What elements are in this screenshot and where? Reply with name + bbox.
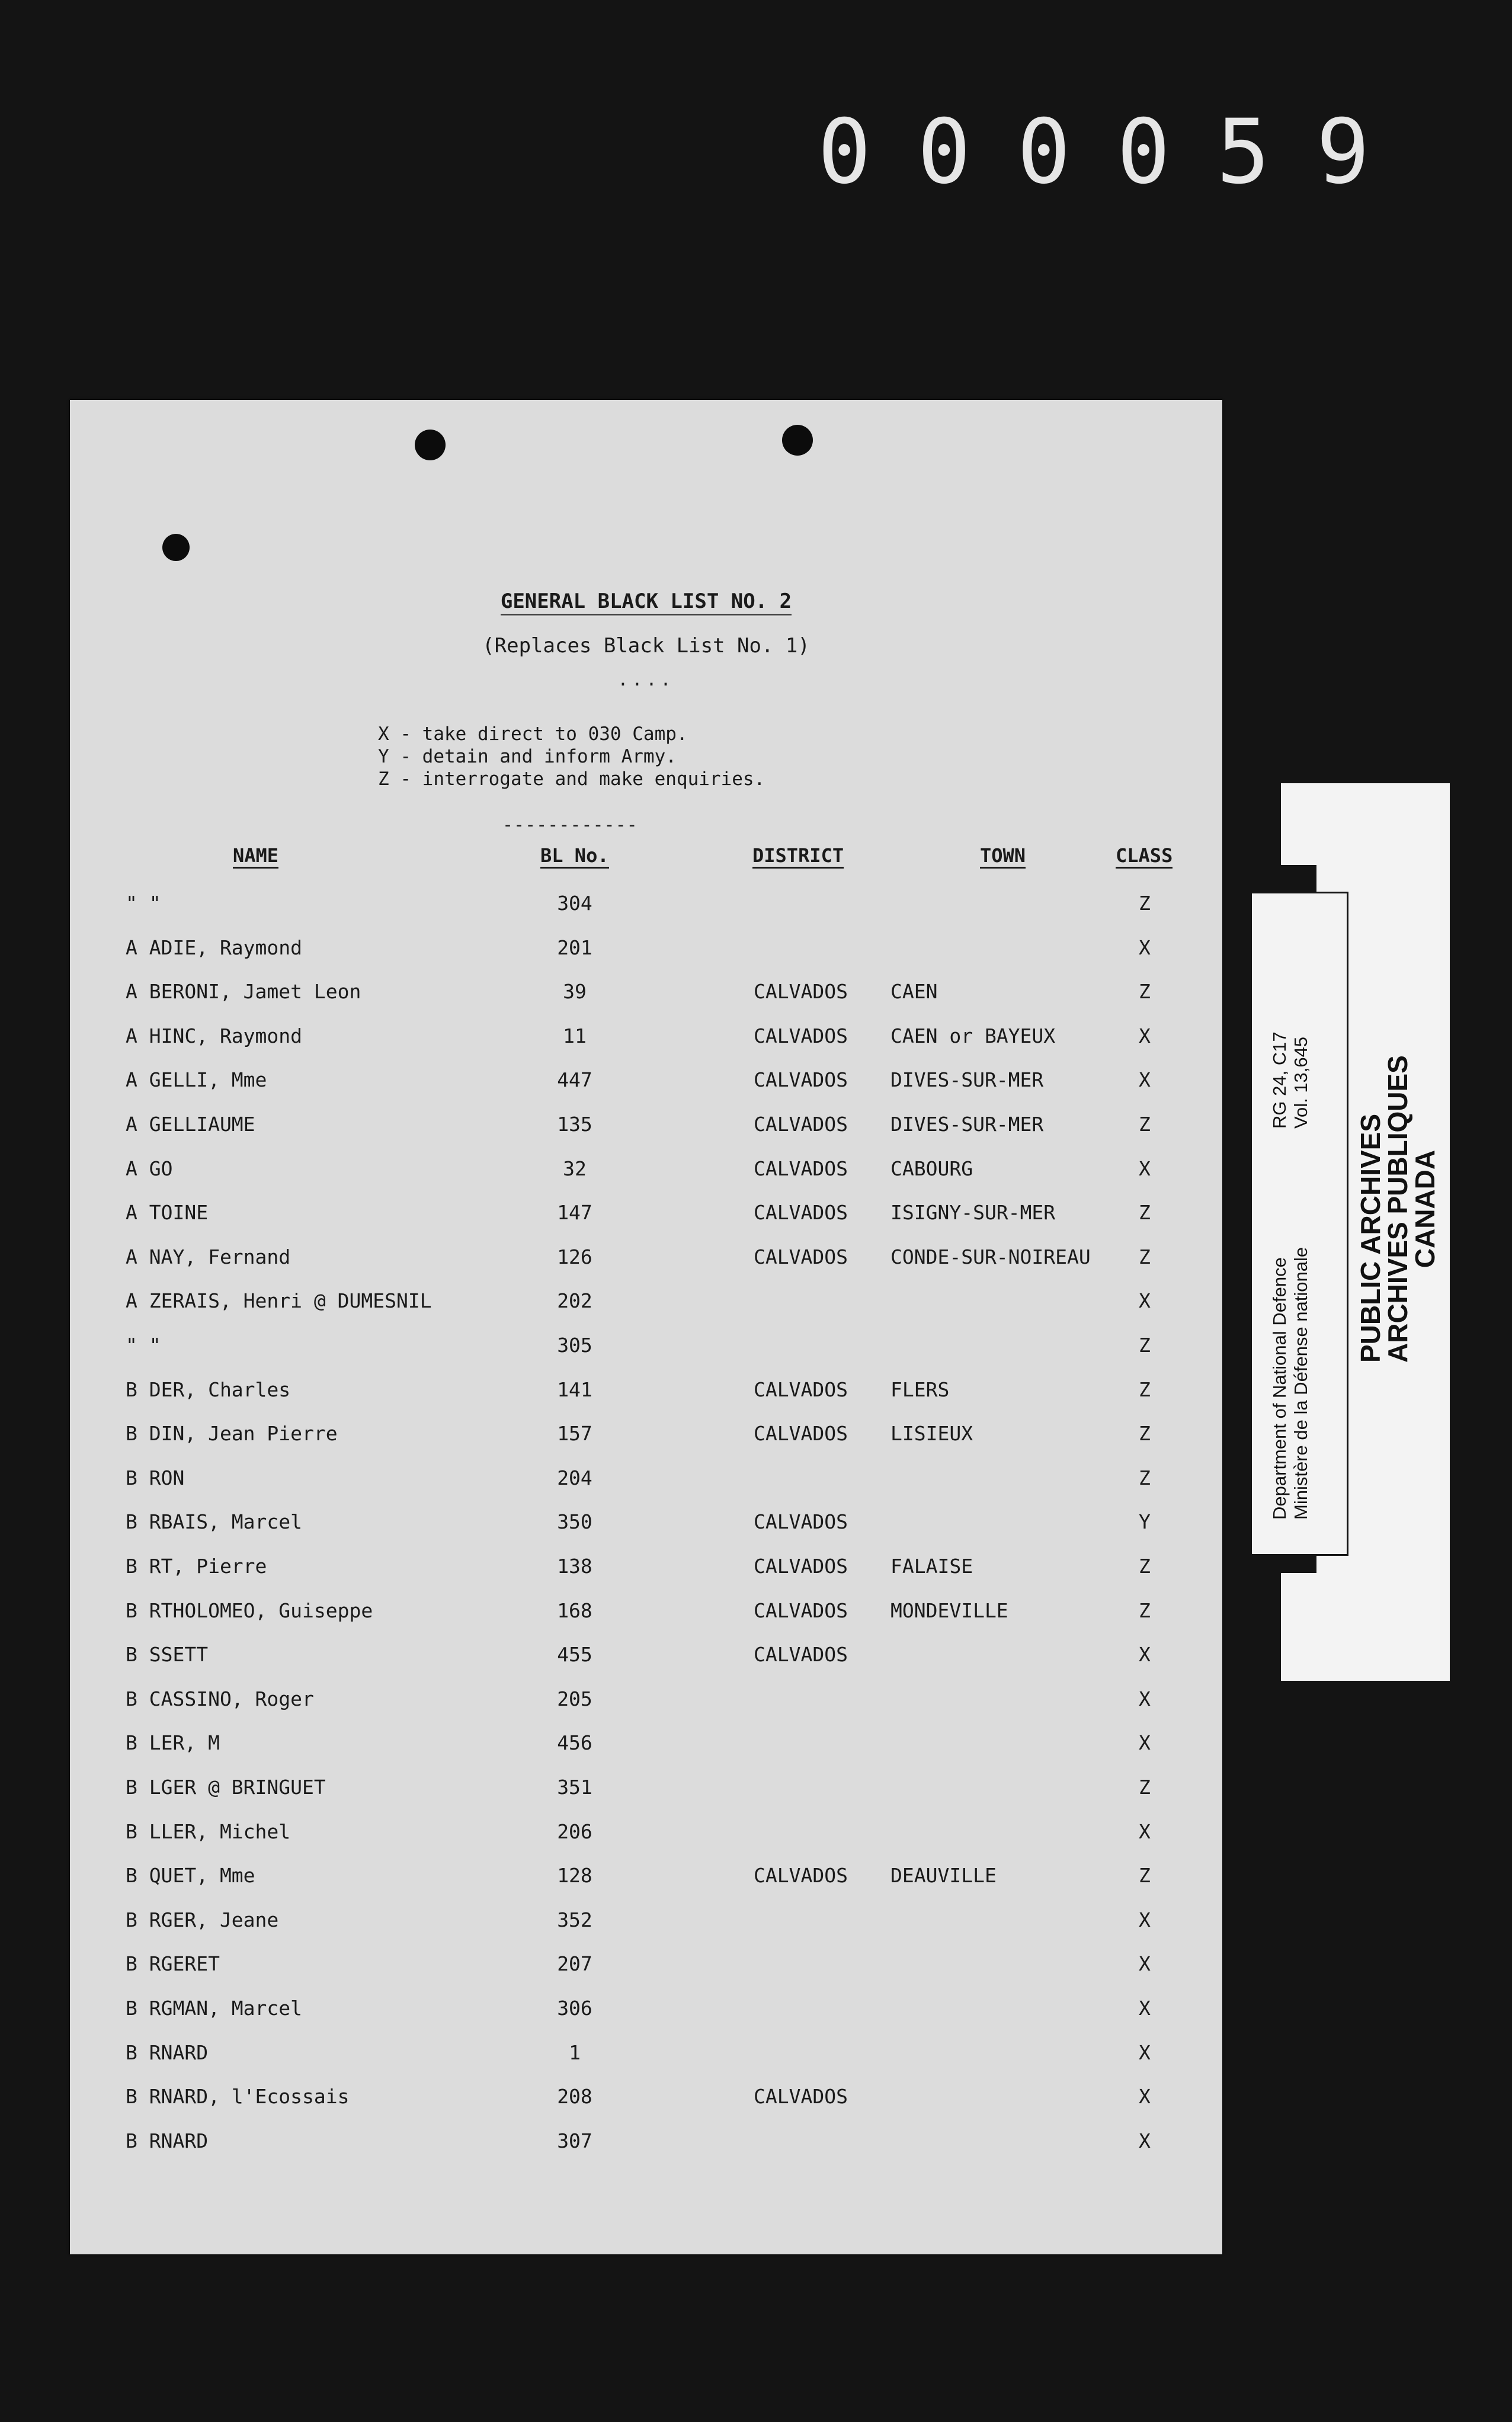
class-cell: Z [1139, 1422, 1151, 1446]
town-cell: DIVES-SUR-MER [890, 1113, 1044, 1136]
department-en: Department of National Defence [1269, 1257, 1290, 1520]
table-row [70, 1378, 1222, 1420]
bl-number-cell: 39 [563, 980, 587, 1004]
class-cell: Z [1139, 1245, 1151, 1268]
class-cell: X [1139, 1068, 1151, 1092]
name-cell: B RBAIS, Marcel [126, 1510, 303, 1534]
archive-department [1269, 1247, 1312, 1520]
class-cell: Z [1139, 1377, 1151, 1401]
town-cell: CABOURG [890, 1156, 973, 1180]
class-cell: X [1139, 1289, 1151, 1313]
bl-number-cell: 305 [557, 1334, 592, 1357]
table-row [70, 980, 1222, 1021]
table-row [70, 936, 1222, 978]
reference-vol: Vol. 13,645 [1290, 1036, 1311, 1129]
district-cell: CALVADOS [754, 1201, 848, 1225]
district-cell: CALVADOS [754, 2085, 848, 2109]
class-cell: X [1139, 1024, 1151, 1047]
district-cell: CALVADOS [754, 1422, 848, 1446]
archive-stamp [1357, 1055, 1439, 1363]
table-row [70, 1687, 1222, 1729]
name-cell: B RNARD [126, 2040, 209, 2064]
table-row [70, 1952, 1222, 1994]
dash-separator: ------------ [502, 815, 638, 835]
name-cell: A GELLI, Mme [126, 1068, 267, 1092]
legend-item: Z - interrogate and make enquiries. [378, 768, 765, 790]
bl-number-cell: 201 [557, 936, 592, 959]
town-cell: CAEN [890, 980, 938, 1004]
bl-number-cell: 128 [557, 1864, 592, 1888]
class-cell: X [1139, 1997, 1151, 2020]
name-cell: B DIN, Jean Pierre [126, 1422, 338, 1446]
district-cell: CALVADOS [754, 1864, 848, 1888]
bl-number-cell: 206 [557, 1819, 592, 1843]
legend-item: Y - detain and inform Army. [378, 746, 677, 767]
name-cell: A GO [126, 1156, 173, 1180]
class-cell: Z [1139, 1334, 1151, 1357]
bl-number-cell: 168 [557, 1598, 592, 1622]
bl-number-cell: 1 [569, 2040, 581, 2064]
archive-line-2: ARCHIVES PUBLIQUES [1382, 1055, 1413, 1363]
district-cell: CALVADOS [754, 1113, 848, 1136]
table-row [70, 1068, 1222, 1110]
class-legend [378, 723, 765, 790]
bl-number-cell: 202 [557, 1289, 592, 1313]
column-header-town: TOWN [980, 844, 1026, 867]
table-row [70, 1555, 1222, 1596]
bl-number-cell: 138 [557, 1555, 592, 1578]
district-cell: CALVADOS [754, 1156, 848, 1180]
town-cell: DEAUVILLE [890, 1864, 997, 1888]
name-cell: B DER, Charles [126, 1377, 291, 1401]
bl-number-cell: 456 [557, 1731, 592, 1755]
class-cell: X [1139, 2040, 1151, 2064]
reference-rg: RG 24, C17 [1269, 1031, 1290, 1129]
bl-number-cell: 304 [557, 892, 592, 915]
bl-number-cell: 11 [563, 1024, 587, 1047]
town-cell: MONDEVILLE [890, 1598, 1008, 1622]
name-cell: A GELLIAUME [126, 1113, 255, 1136]
class-cell: X [1139, 1908, 1151, 1931]
town-cell: FALAISE [890, 1555, 973, 1578]
bl-number-cell: 126 [557, 1245, 592, 1268]
bl-number-cell: 307 [557, 2129, 592, 2152]
town-cell: DIVES-SUR-MER [890, 1068, 1044, 1092]
bl-number-cell: 147 [557, 1201, 592, 1225]
class-cell: Z [1139, 892, 1151, 915]
bl-number-cell: 157 [557, 1422, 592, 1446]
archive-line-1: PUBLIC ARCHIVES [1355, 1114, 1386, 1363]
archive-reference [1269, 1031, 1312, 1129]
district-cell: CALVADOS [754, 1510, 848, 1534]
class-cell: X [1139, 2085, 1151, 2109]
document-subtitle: (Replaces Black List No. 1) [482, 634, 810, 658]
document-sheet [70, 400, 1222, 2254]
bl-number-cell: 455 [557, 1643, 592, 1667]
name-cell: B RNARD [126, 2129, 209, 2152]
bl-number-cell: 352 [557, 1908, 592, 1931]
district-cell: CALVADOS [754, 1643, 848, 1667]
class-cell: Z [1139, 1466, 1151, 1489]
table-row [70, 1201, 1222, 1242]
table-row [70, 1643, 1222, 1684]
class-cell: Y [1139, 1510, 1151, 1534]
district-cell: CALVADOS [754, 980, 848, 1004]
class-cell: Z [1139, 980, 1151, 1004]
name-cell: A HINC, Raymond [126, 1024, 303, 1047]
town-cell: CONDE-SUR-NOIREAU [890, 1245, 1091, 1268]
district-cell: CALVADOS [754, 1598, 848, 1622]
table-row [70, 1731, 1222, 1773]
district-cell: CALVADOS [754, 1068, 848, 1092]
table-row [70, 1864, 1222, 1905]
name-cell: B RTHOLOMEO, Guiseppe [126, 1598, 373, 1622]
town-cell: CAEN or BAYEUX [890, 1024, 1056, 1047]
bl-number-cell: 207 [557, 1952, 592, 1976]
name-cell: B RT, Pierre [126, 1555, 267, 1578]
name-cell: " " [126, 892, 161, 915]
table-row [70, 1466, 1222, 1508]
bl-number-cell: 204 [557, 1466, 592, 1489]
bl-number-cell: 306 [557, 1997, 592, 2020]
name-cell: B RON [126, 1466, 185, 1489]
column-header-district: DISTRICT [752, 844, 844, 867]
bl-number-cell: 32 [563, 1156, 587, 1180]
district-cell: CALVADOS [754, 1377, 848, 1401]
separator-dots: .... [617, 669, 675, 690]
name-cell: " " [126, 1334, 161, 1357]
table-row [70, 2129, 1222, 2171]
table-row [70, 1422, 1222, 1463]
punch-hole [162, 534, 190, 561]
district-cell: CALVADOS [754, 1555, 848, 1578]
table-row [70, 1157, 1222, 1199]
name-cell: B CASSINO, Roger [126, 1687, 314, 1710]
name-cell: B QUET, Mme [126, 1864, 255, 1888]
column-header-bl-no: BL No. [540, 844, 609, 867]
table-row [70, 1510, 1222, 1552]
archive-line-3: CANADA [1410, 1149, 1440, 1268]
table-row [70, 1599, 1222, 1641]
name-cell: A ADIE, Raymond [126, 936, 303, 959]
column-header-name: NAME [233, 844, 278, 867]
class-cell: X [1139, 1643, 1151, 1667]
bl-number-cell: 135 [557, 1113, 592, 1136]
punch-hole [415, 430, 446, 460]
table-row [70, 1820, 1222, 1862]
bl-number-cell: 350 [557, 1510, 592, 1534]
class-cell: Z [1139, 1776, 1151, 1799]
table-row [70, 2085, 1222, 2126]
class-cell: Z [1139, 1864, 1151, 1888]
table-row [70, 1289, 1222, 1331]
table-row [70, 1776, 1222, 1817]
class-cell: X [1139, 936, 1151, 959]
bl-number-cell: 205 [557, 1687, 592, 1710]
table-row [70, 1908, 1222, 1950]
table-row [70, 1245, 1222, 1287]
document-title: GENERAL BLACK LIST NO. 2 [70, 590, 1222, 613]
class-cell: X [1139, 1952, 1151, 1976]
name-cell: B RGMAN, Marcel [126, 1997, 303, 2020]
bl-number-cell: 447 [557, 1068, 592, 1092]
name-cell: B RNARD, l'Ecossais [126, 2085, 350, 2109]
name-cell: B LLER, Michel [126, 1819, 291, 1843]
class-cell: Z [1139, 1113, 1151, 1136]
town-cell: ISIGNY-SUR-MER [890, 1201, 1056, 1225]
bl-number-cell: 208 [557, 2085, 592, 2109]
table-row [70, 1113, 1222, 1154]
column-header-class: CLASS [1116, 844, 1173, 867]
name-cell: A BERONI, Jamet Leon [126, 980, 361, 1004]
department-fr: Ministère de la Défense nationale [1290, 1247, 1311, 1520]
punch-hole [782, 425, 813, 456]
name-cell: B RGER, Jeane [126, 1908, 279, 1931]
district-cell: CALVADOS [754, 1245, 848, 1268]
table-row [70, 1997, 1222, 2038]
name-cell: B LER, M [126, 1731, 220, 1755]
table-row [70, 1334, 1222, 1375]
name-cell: B RGERET [126, 1952, 220, 1976]
name-cell: B LGER @ BRINGUET [126, 1776, 326, 1799]
town-cell: FLERS [890, 1377, 950, 1401]
legend-item: X - take direct to 030 Camp. [378, 723, 688, 745]
class-cell: Z [1139, 1201, 1151, 1225]
class-cell: X [1139, 1819, 1151, 1843]
name-cell: A TOINE [126, 1201, 209, 1225]
district-cell: CALVADOS [754, 1024, 848, 1047]
frame-number: 000059 [818, 101, 1416, 204]
table-row [70, 892, 1222, 933]
class-cell: X [1139, 1731, 1151, 1755]
class-cell: Z [1139, 1555, 1151, 1578]
name-cell: B SSETT [126, 1643, 209, 1667]
class-cell: X [1139, 1156, 1151, 1180]
class-cell: X [1139, 2129, 1151, 2152]
bl-number-cell: 351 [557, 1776, 592, 1799]
class-cell: Z [1139, 1598, 1151, 1622]
name-cell: A ZERAIS, Henri @ DUMESNIL [126, 1289, 432, 1313]
table-row [70, 1024, 1222, 1066]
table-row [70, 2041, 1222, 2083]
town-cell: LISIEUX [890, 1422, 973, 1446]
name-cell: A NAY, Fernand [126, 1245, 291, 1268]
bl-number-cell: 141 [557, 1377, 592, 1401]
class-cell: X [1139, 1687, 1151, 1710]
